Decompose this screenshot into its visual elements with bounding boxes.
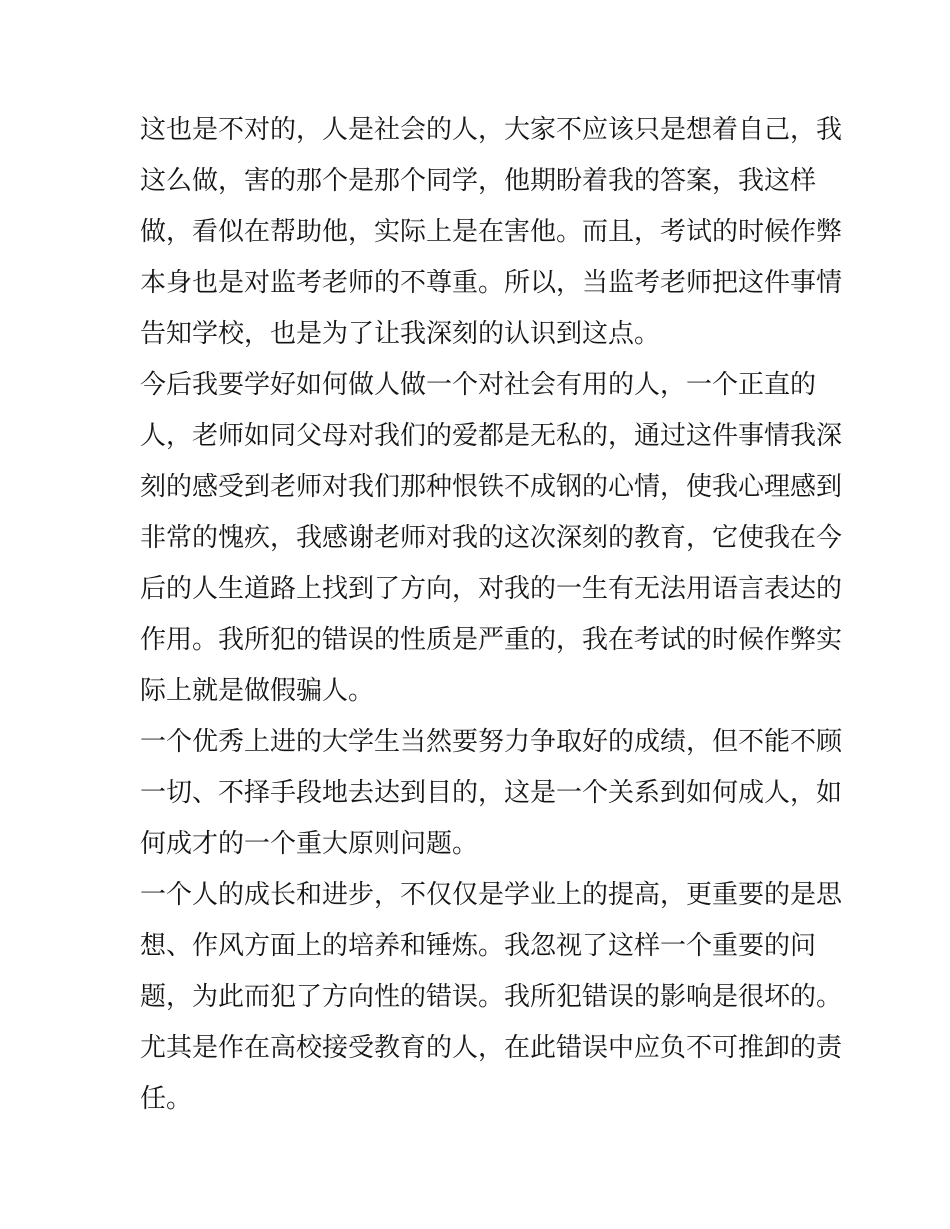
text-line: 这也是不对的，人是社会的人，大家不应该只是想着自己，我 [140,115,843,145]
text-line: 尤其是作在高校接受教育的人，在此错误中应负不可推卸的责 [140,1033,843,1063]
text-line: 际上就是做假骗人。 [140,676,375,706]
text-line: 后的人生道路上找到了方向，对我的一生有无法用语言表达的 [140,574,843,604]
text-line: 做，看似在帮助他，实际上是在害他。而且，考试的时候作弊 [140,217,843,247]
text-line: 想、作风方面上的培养和锤炼。我忽视了这样一个重要的问 [140,931,817,961]
document-body [140,105,843,1125]
text-line: 告知学校，也是为了让我深刻的认识到这点。 [140,319,661,349]
text-line: 这么做，害的那个是那个同学，他期盼着我的答案，我这样 [140,166,817,196]
text-line: 一个优秀上进的大学生当然要努力争取好的成绩，但不能不顾 [140,727,843,757]
text-line: 人，老师如同父母对我们的爱都是无私的，通过这件事情我深 [140,421,843,451]
text-line: 题，为此而犯了方向性的错误。我所犯错误的影响是很坏的。 [140,982,843,1012]
text-line: 任。 [140,1084,193,1114]
text-line: 一个人的成长和进步，不仅仅是学业上的提高，更重要的是思 [140,880,843,910]
text-line: 刻的感受到老师对我们那种恨铁不成钢的心情，使我心理感到 [140,472,843,502]
text-line: 非常的愧疚，我感谢老师对我的这次深刻的教育，它使我在今 [140,523,843,553]
text-line: 作用。我所犯的错误的性质是严重的，我在考试的时候作弊实 [140,625,843,655]
text-line: 何成才的一个重大原则问题。 [140,829,479,859]
text-line: 今后我要学好如何做人做一个对社会有用的人，一个正直的 [140,370,817,400]
text-line: 本身也是对监考老师的不尊重。所以，当监考老师把这件事情 [140,268,843,298]
text-line: 一切、不择手段地去达到目的，这是一个关系到如何成人，如 [140,778,843,808]
